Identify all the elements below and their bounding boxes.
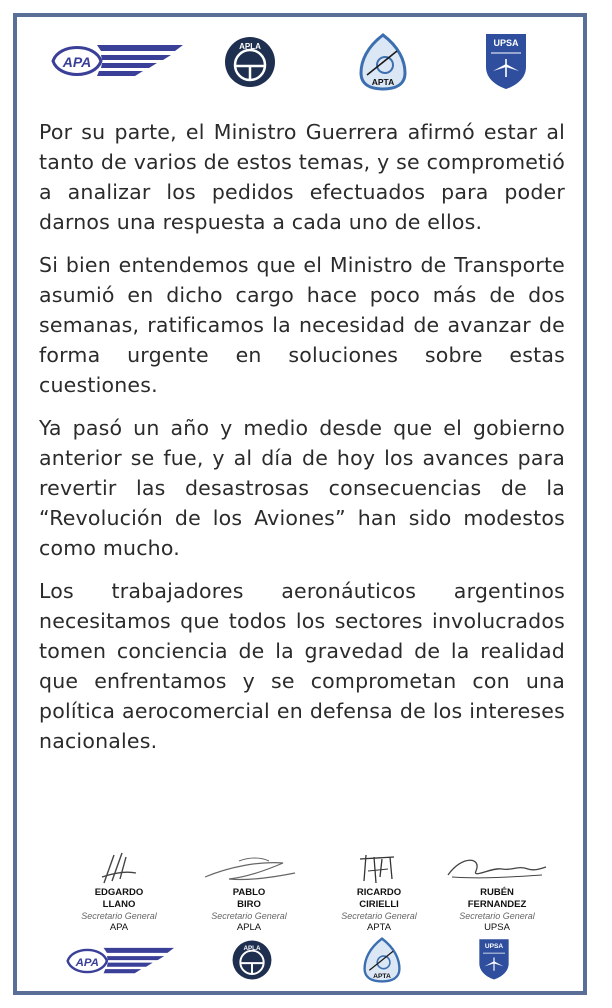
paragraph: Si bien entendemos que el Ministro de Transporte asumió en dicho cargo hace poco más de dos semanas, ratificamos la necesidad de avanzar de forma urgente en soluciones sobre estas cuestiones. xyxy=(39,253,565,397)
signature-image xyxy=(334,847,424,887)
signatory-role: Secretario General xyxy=(459,911,535,921)
signatory-org: APLA xyxy=(236,922,262,933)
signatory-last-name: CIRIELLI xyxy=(359,899,399,910)
apa-logo xyxy=(65,943,175,983)
signatory-first-name: RICARDO xyxy=(356,887,402,898)
signature-image xyxy=(199,847,299,887)
signatory-org: APTA xyxy=(366,922,392,933)
svg-text:APA: APA xyxy=(62,54,92,70)
apla-logo xyxy=(231,939,273,985)
signatory-apla xyxy=(189,847,309,934)
signatory-last-name: LLANO xyxy=(102,899,136,910)
signature-image xyxy=(442,847,552,887)
svg-text:APTA: APTA xyxy=(373,973,391,981)
svg-text:UPSA: UPSA xyxy=(484,943,504,950)
document-frame xyxy=(13,13,587,995)
signatory-org: APA xyxy=(109,922,129,933)
svg-text:APTA: APTA xyxy=(371,77,395,87)
upsa-logo xyxy=(477,937,511,985)
signature-image xyxy=(74,847,164,887)
signatory-apa xyxy=(59,847,179,934)
signatory-role: Secretario General xyxy=(341,911,417,921)
svg-text:APLA: APLA xyxy=(243,944,261,952)
upsa-logo xyxy=(483,31,529,95)
signatory-role: Secretario General xyxy=(211,911,287,921)
signatory-first-name: RUBÉN xyxy=(480,887,514,898)
top-logo-row xyxy=(17,27,583,87)
apta-logo xyxy=(363,937,401,987)
signatory-last-name: BIRO xyxy=(237,899,261,910)
bottom-logo-row xyxy=(17,937,583,997)
apa-logo xyxy=(51,39,183,87)
signatory-last-name: FERNANDEZ xyxy=(467,899,527,910)
signatory-upsa xyxy=(437,847,557,934)
apla-logo xyxy=(223,35,277,93)
svg-text:APA: APA xyxy=(75,956,99,969)
svg-text:UPSA: UPSA xyxy=(493,38,519,48)
signatory-role: Secretario General xyxy=(81,911,157,921)
paragraph: Los trabajadores aeronáuticos argentinos necesitamos que todos los sectores involucrados tomen conciencia de la gravedad de la realidad que enfrentamos y se comprometan con una política aerocomercial en defensa de los intereses nacionales. xyxy=(39,579,565,753)
signatory-org: UPSA xyxy=(484,922,510,933)
signatory-first-name: PABLO xyxy=(232,887,266,898)
statement-body xyxy=(39,117,565,769)
apta-logo xyxy=(359,33,407,95)
paragraph: Ya pasó un año y medio desde que el gobierno anterior se fue, y al día de hoy los avances para revertir las desastrosas consecuencias de la “Revolución de los Aviones” han sido modestos como mucho. xyxy=(39,416,565,560)
signature-block xyxy=(17,847,583,947)
svg-text:APLA: APLA xyxy=(239,42,261,51)
paragraph: Por su parte, el Ministro Guerrera afirmó estar al tanto de varios de estos temas, y se comprometió a analizar los pedidos efectuados para poder darnos una respuesta a cada uno de ellos. xyxy=(39,120,565,234)
signatory-apta xyxy=(319,847,439,934)
signatory-first-name: EDGARDO xyxy=(94,887,144,898)
